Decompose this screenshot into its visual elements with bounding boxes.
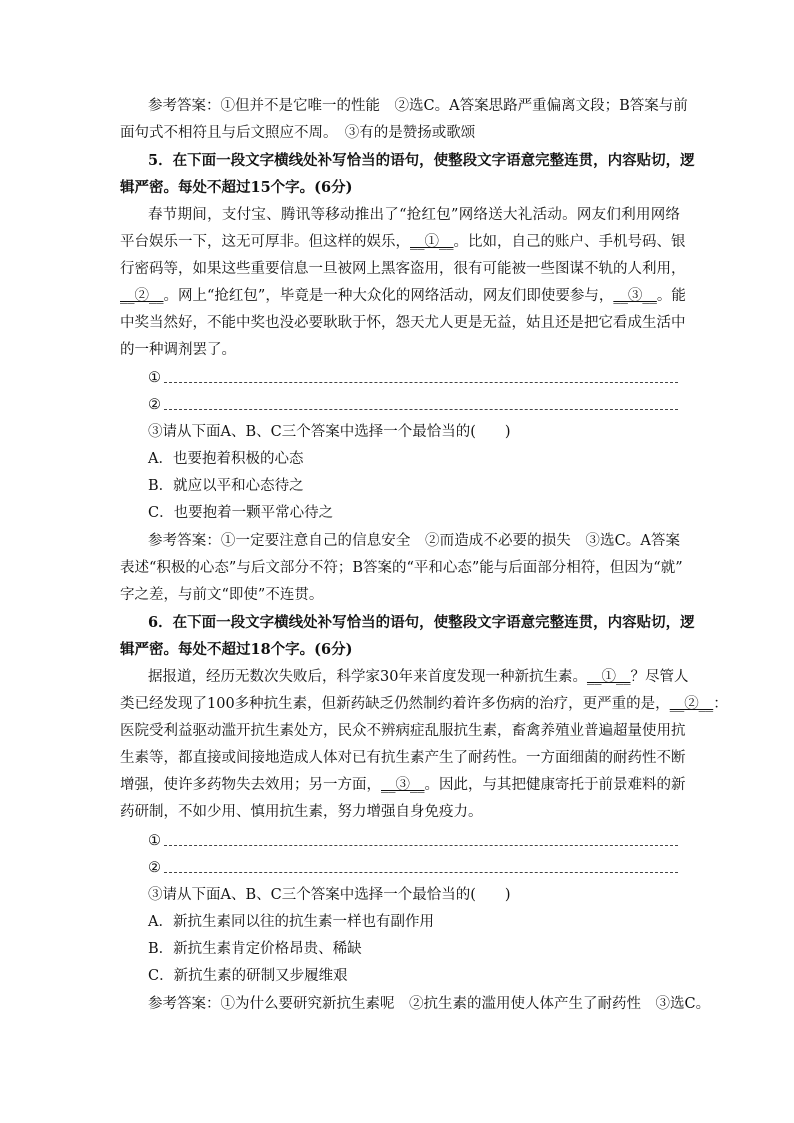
q6-passage-line2: 类已经发现了100多种抗生素，但新药缺乏仍然制约着许多伤病的治疗，更严重的是，__②__： <box>120 696 728 712</box>
q5-passage-line1: 春节期间，支付宝、腾讯等移动推出了“抢红包”网络送大礼活动。网友们利用网络 <box>148 207 680 223</box>
q5-stem-line1: 5．在下面一段文字横线处补写恰当的语句，使整段文字语意完整连贯，内容贴切，逻 <box>148 152 695 169</box>
q4-answer-line2: 面句式不相符且与后文照应不周。 ③有的是赞扬或歌颂 <box>120 125 476 141</box>
q6-answer-blank-2[interactable]: ② <box>148 858 678 878</box>
q5-stem-line2: 辑严密。每处不超过15个字。(6分) <box>120 179 353 196</box>
q6-blank-3: __③__ <box>381 777 425 793</box>
answer-line <box>164 382 678 383</box>
q5-passage-line3: 行密码等，如果这些重要信息一旦被网上黑客盗用，很有可能被一些图谋不轨的人利用， <box>120 261 686 277</box>
q5-option-c[interactable]: C．也要抱着一颗平常心待之 <box>148 505 334 521</box>
q5-choice-prompt: ③请从下面A、B、C三个答案中选择一个最恰当的( ) <box>148 424 511 440</box>
q5-answer-blank-1[interactable]: ① <box>148 368 678 388</box>
q6-answer-blank-1[interactable]: ① <box>148 831 678 851</box>
q5-option-b[interactable]: B．就应以平和心态待之 <box>148 478 304 494</box>
q6-stem-line1: 6．在下面一段文字横线处补写恰当的语句，使整段文字语意完整连贯，内容贴切，逻 <box>148 614 695 631</box>
q6-option-a[interactable]: A．新抗生素同以往的抗生素一样也有副作用 <box>148 914 434 930</box>
q5-answer-line1: 参考答案：①一定要注意自己的信息安全 ②而造成不必要的损失 ③选C。A答案 <box>148 533 680 549</box>
q6-passage-line6: 药研制，不如少用、慎用抗生素，努力增强自身免疫力。 <box>120 804 483 820</box>
q4-answer-line1: 参考答案：①但并不是它唯一的性能 ②选C。A答案思路严重偏离文段；B答案与前 <box>148 98 688 114</box>
q5-passage-line5: 中奖当然好，不能中奖也没必要耿耿于怀，怨天尤人更是无益，姑且还是把它看成生活中 <box>120 315 686 331</box>
q6-passage-line1: 据报道，经历无数次失败后，科学家30年来首度发现一种新抗生素。__①__？尽管人 <box>148 669 689 685</box>
q6-passage-line3: 医院受利益驱动滥开抗生素处方，民众不辨病症乱服抗生素，畜禽养殖业普遍超量使用抗 <box>120 723 686 739</box>
answer-line <box>164 409 678 410</box>
q5-answer-line3: 字之差，与前文“即使”不连贯。 <box>120 587 324 603</box>
q6-blank-2: __②__ <box>669 696 714 712</box>
q5-option-a[interactable]: A．也要抱着积极的心态 <box>148 451 304 467</box>
q5-passage-line4: __②__。网上“抢红包”，毕竟是一种大众化的网络活动，网友们即使要参与，__③__。能 <box>120 288 686 304</box>
answer-line <box>164 872 678 873</box>
answer-line <box>164 845 678 846</box>
q5-blank-2: __②__ <box>120 288 164 304</box>
q5-answer-blank-2[interactable]: ② <box>148 395 678 415</box>
q5-blank-3: __③__ <box>613 288 657 304</box>
q6-answer-line1: 参考答案：①为什么要研究新抗生素呢 ②抗生素的滥用使人体产生了耐药性 ③选C。 <box>148 996 711 1012</box>
q5-passage-line6: 的一种调剂罢了。 <box>120 342 236 358</box>
q6-choice-prompt: ③请从下面A、B、C三个答案中选择一个最恰当的( ) <box>148 887 511 903</box>
q6-passage-line4: 生素等，都直接或间接地造成人体对已有抗生素产生了耐药性。一方面细菌的耐药性不断 <box>120 750 686 766</box>
q6-blank-1: __①__ <box>586 669 631 685</box>
q6-option-c[interactable]: C．新抗生素的研制又步履维艰 <box>148 968 348 984</box>
q5-blank-1: __①__ <box>410 234 454 250</box>
q6-option-b[interactable]: B．新抗生素肯定价格昂贵、稀缺 <box>148 941 362 957</box>
q5-passage-line2: 平台娱乐一下，这无可厚非。但这样的娱乐，__①__。比如，自己的账户、手机号码、银 <box>120 234 686 250</box>
q5-answer-line2: 表述“积极的心态”与后文部分不符；B答案的“平和心态”能与后面部分相符，但因为“就” <box>120 560 683 576</box>
q6-passage-line5: 增强，使许多药物失去效用；另一方面，__③__。因此，与其把健康寄托于前景难料的新 <box>120 777 686 793</box>
q6-stem-line2: 辑严密。每处不超过18个字。(6分) <box>120 641 353 658</box>
